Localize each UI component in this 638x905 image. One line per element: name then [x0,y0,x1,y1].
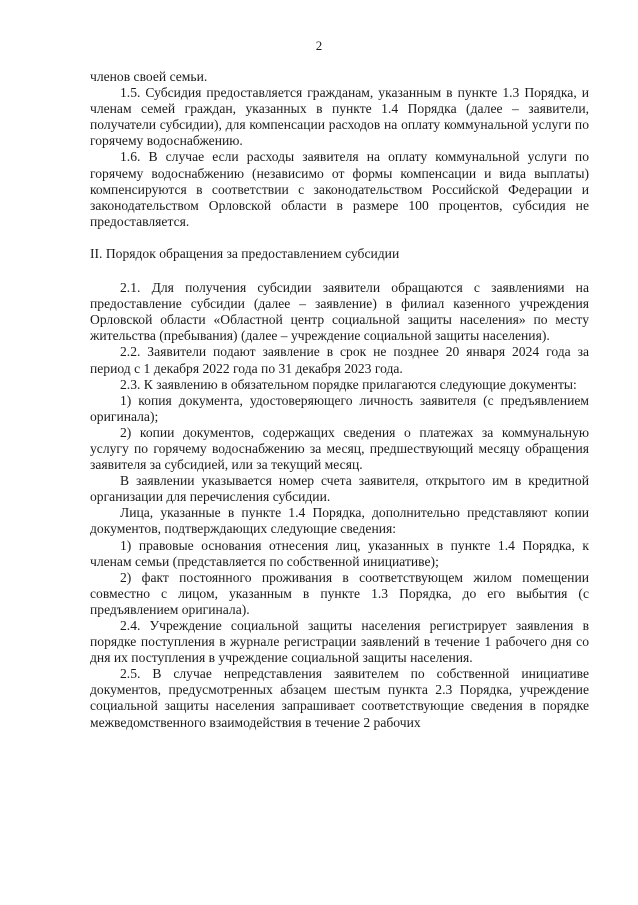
paragraph: членов своей семьи. [90,69,208,84]
paragraph: 1.6. В случае если расходы заявителя на оплату коммунальной услуги по горячему водоснабжению (независимо от формы компенсации и вида выплаты) компенсируются в соответствии с законодательством Российской Федерации и законодательством Орловской области в размере 100 процентов, субсидия не предоставляется. [90,149,589,229]
page-number: 2 [315,38,323,53]
section-heading: II. Порядок обращения за предоставлением субсидии [90,245,400,261]
paragraph: 2.1. Для получения субсидии заявители обращаются с заявлениями на предоставление субсидии (далее – заявление) в филиал казенного учреждения Орловской области «Областной центр социальной защиты населения» по месту жительства (пребывания) (далее – учреждение социальной защиты населения). [90,280,589,344]
paragraph: Лица, указанные в пункте 1.4 Порядка, дополнительно представляют копии документов, подтверждающих следующие сведения: [90,505,589,537]
paragraph: В заявлении указывается номер счета заявителя, открытого им в кредитной организации для перечисления субсидии. [90,473,589,505]
paragraph: 2) копии документов, содержащих сведения о платежах за коммунальную услугу по горячему водоснабжению за месяц, предшествующий месяцу обращения заявителя за субсидией, или за текущий месяц. [90,424,589,473]
paragraph: 2.4. Учреждение социальной защиты населения регистрирует заявления в порядке поступления в журнале регистрации заявлений в течение 1 рабочего дня со дня их поступления в учреждение социальной защиты населения. [90,618,589,666]
paragraph: 1) правовые основания отнесения лиц, указанных в пункте 1.4 Порядка, к членам семьи (представляется по собственной инициативе); [90,537,589,569]
paragraph: 2.2. Заявители подают заявление в срок не позднее 20 января 2024 года за период с 1 декабря 2022 года по 31 декабря 2023 года. [90,344,589,376]
paragraph: 2.3. К заявлению в обязательном порядке прилагаются следующие документы: [120,376,577,392]
paragraph: 2) факт постоянного проживания в соответствующем жилом помещении совместно с лицом, указанным в пункте 1.3 Порядка, до его выбытия (с предъявлением оригинала). [90,569,589,617]
paragraph: 1.5. Субсидия предоставляется гражданам, указанным в пункте 1.3 Порядка, и членам семей граждан, указанных в пункте 1.4 Порядка (далее – заявители, получатели субсидии), для компенсации расходов на оплату коммунальной услуги по горячему водоснабжению. [90,85,589,149]
paragraph: 2.5. В случае непредставления заявителем по собственной инициативе документов, предусмотренных абзацем шестым пункта 2.3 Порядка, учреждение социальной защиты населения запрашивает соответствующие сведения в порядке межведомственного взаимодействия в течение 2 рабочих [90,666,589,730]
paragraph: 1) копия документа, удостоверяющего личность заявителя (с предъявлением оригинала); [90,392,589,424]
document-body [90,69,589,731]
